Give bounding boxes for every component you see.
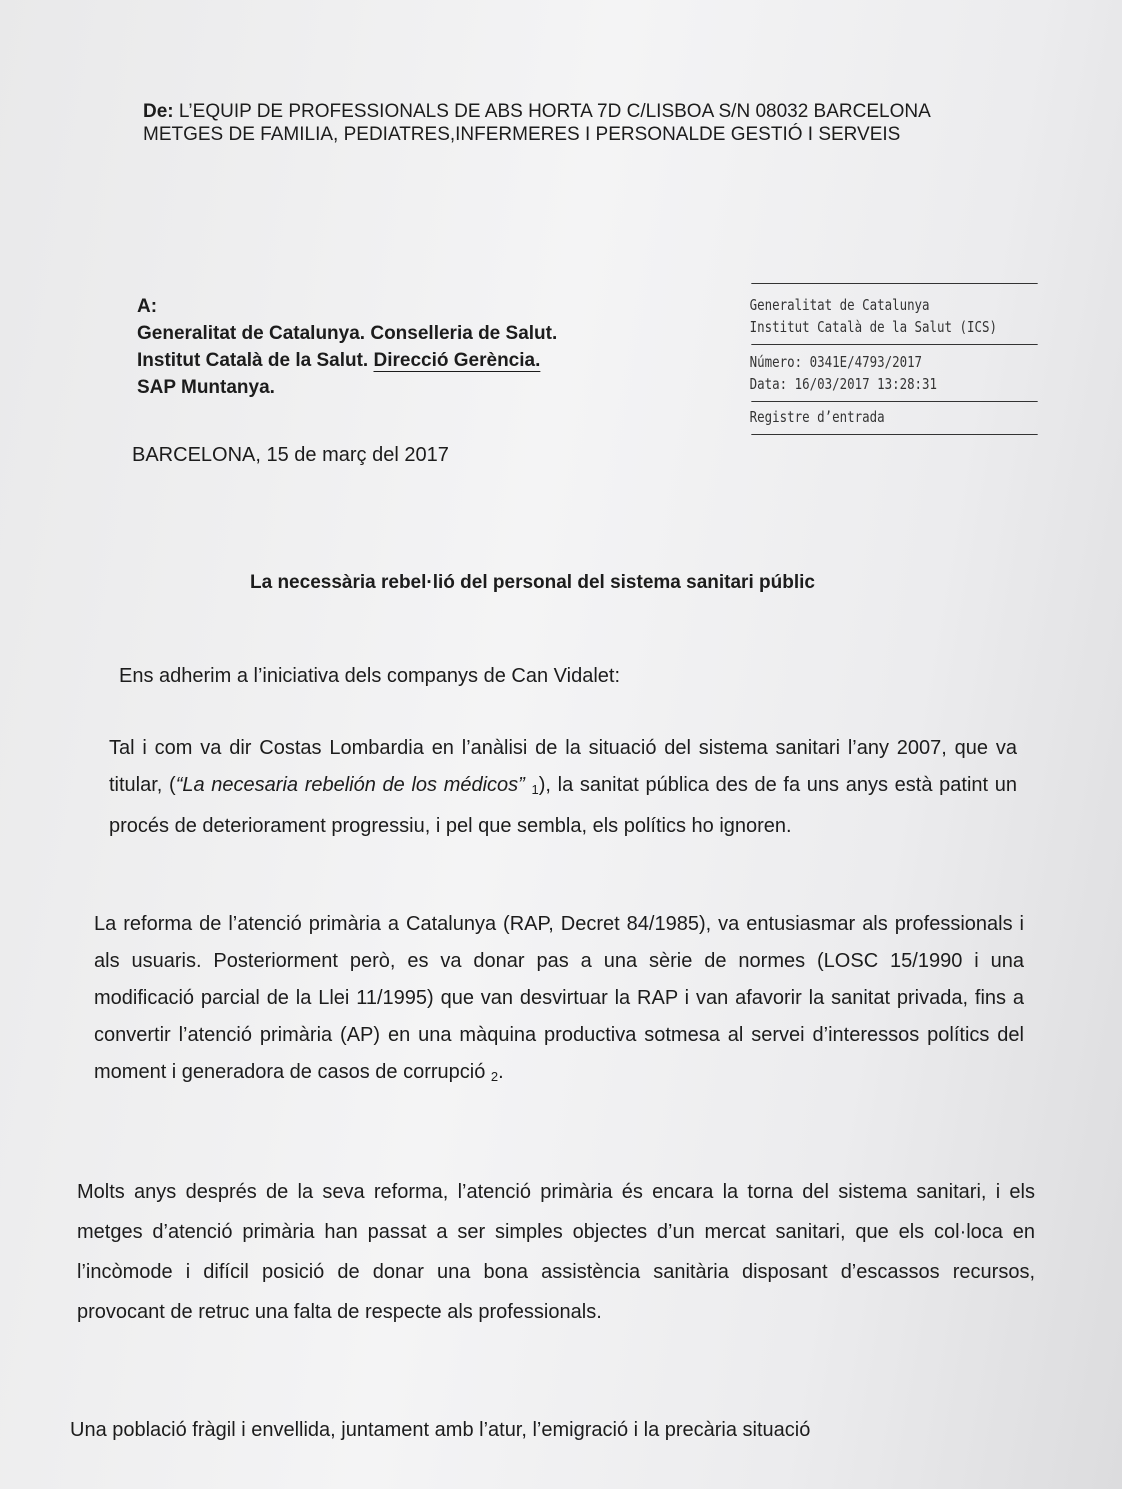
- paragraph-1: Ens adherim a l’iniciativa dels companys de Can Vidalet:: [119, 665, 621, 687]
- letter-title: La necessària rebel·lió del personal del sistema sanitari públic: [250, 572, 815, 593]
- stamp-rule-middle: [751, 344, 1037, 345]
- quoted-title: “La necesaria rebelión de los médicos”: [175, 774, 525, 796]
- recipient-direction: Direcció Gerència.: [373, 350, 541, 371]
- recipient-line-3: SAP Muntanya.: [137, 377, 275, 398]
- footnote-ref-1: 1: [531, 782, 539, 797]
- stamp-org-line-1: Generalitat de Catalunya: [749, 296, 930, 314]
- sender-line-1: [143, 100, 931, 123]
- recipient-label: A:: [137, 296, 158, 317]
- date-line: BARCELONA, 15 de març del 2017: [132, 444, 449, 466]
- stamp-rule-bottom: [751, 434, 1037, 435]
- stamp-rule-top: [751, 283, 1037, 284]
- recipient-line-2: [137, 347, 557, 374]
- paragraph-2: Tal i com va dir Costas Lombardia en l’anàlisi de la situació del sistema sanitari l’any 2007, que va titular, (“La necesaria rebelión de los médicos” $_1$), la sanitat pública des de fa uns anys està patint un procés de deteriorament progressiu, i pel que sembla, els polítics ho ignoren.: [109, 737, 1017, 837]
- footnote-ref-2: 2: [490, 1069, 499, 1084]
- sender-line-2: METGES DE FAMILIA, PEDIATRES,INFERMERES I PERSONALDE GESTIÓ I SERVEIS: [143, 124, 901, 145]
- recipient-institute: Institut Català de la Salut.: [137, 350, 374, 371]
- registry-stamp: [748, 283, 998, 435]
- paragraph-3: La reforma de l’atenció primària a Catalunya (RAP, Decret 84/1985), va entusiasmar als professionals i als usuaris. Posteriorment però, es va donar pas a una sèrie de normes (LOSC 15/1990 i una modificació parcial de la Llei 11/1995) que van desvirtuar la RAP i van afavorir la sanitat privada, fins a convertir l’atenció primària (AP) en una màquina productiva sotmesa al servei d’interessos polítics del moment i generadora de casos de corrupció $_2$.: [94, 913, 1024, 1084]
- stamp-rule-lower: [751, 401, 1037, 402]
- stamp-date: Data: 16/03/2017 13:28:31: [749, 375, 938, 393]
- sender-block: [143, 100, 931, 146]
- stamp-org-line-2: Institut Català de la Salut (ICS): [749, 318, 998, 336]
- stamp-number: Número: 0341E/4793/2017: [749, 353, 923, 371]
- sender-label: De:: [143, 101, 174, 122]
- sender-name: L’EQUIP DE PROFESSIONALS DE ABS HORTA 7D C/LISBOA S/N 08032 BARCELONA: [178, 101, 931, 122]
- stamp-registry-label: Registre d’entrada: [749, 408, 885, 426]
- recipient-line-1: Generalitat de Catalunya. Conselleria de Salut.: [137, 323, 558, 344]
- paragraph-5: Una població fràgil i envellida, juntament amb l’atur, l’emigració i la precària situació: [70, 1419, 811, 1441]
- paragraph-4: Molts anys després de la seva reforma, l’atenció primària és encara la torna del sistema sanitari, i els metges d’atenció primària han passat a ser simples objectes d’un mercat sanitari, que els col·loca en l’incòmode i difícil posició de donar una bona assistència sanitària disposant d’escassos recursos, provocant de retruc una falta de respecte als professionals.: [77, 1181, 1035, 1323]
- recipient-block: [137, 293, 557, 401]
